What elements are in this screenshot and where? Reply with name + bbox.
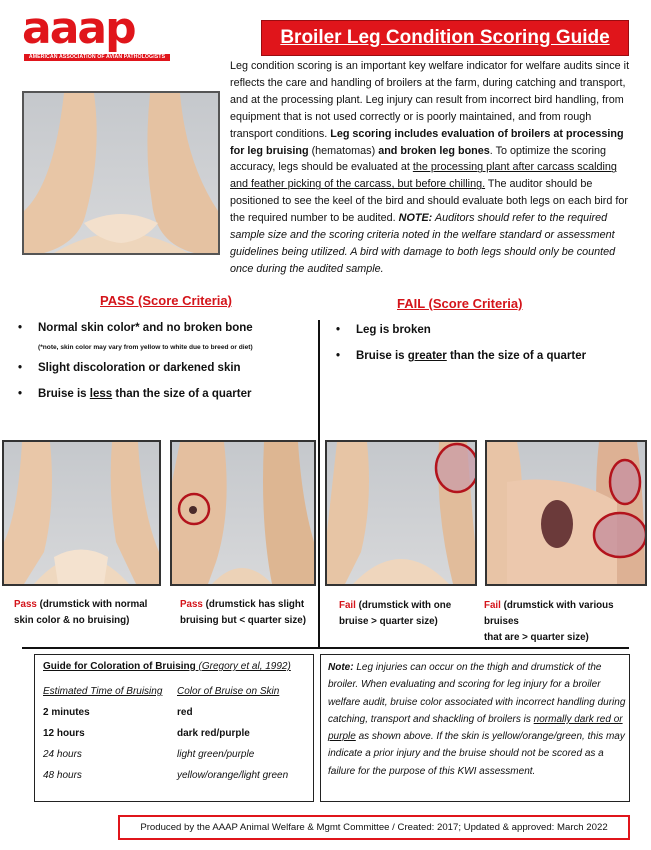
caption-pass-normal: Pass (drumstick with normal skin color & no bruising) <box>14 599 148 626</box>
footer-credit: Produced by the AAAP Animal Welfare & Mgmt Committee / Created: 2017; Updated & approved: March 2022 <box>118 815 630 840</box>
pass-criteria-list <box>18 322 308 412</box>
guide-column-header-color: Color of Bruise on Skin <box>177 686 280 697</box>
table-cell-color: light green/purple <box>177 749 255 760</box>
caption-fail-one: Fail (drumstick with one bruise > quarter size) <box>339 600 452 627</box>
chicken-legs-image <box>4 442 159 584</box>
pass-criterion-text: Slight discoloration or darkened skin <box>38 362 241 374</box>
fail-criterion-text: Leg is broken <box>356 324 431 336</box>
intro-text: (hematomas) <box>308 144 379 157</box>
table-cell-color: dark red/purple <box>177 728 250 739</box>
skin-color-note: (*note, skin color may vary from yellow to white due to breed or diet) <box>38 344 253 351</box>
logo-wordmark: aaap <box>22 3 135 54</box>
top-leg-photo <box>22 91 220 255</box>
aaap-logo <box>22 3 172 60</box>
intro-text: Leg condition scoring is an important key welfare indicator for welfare audits since it reflects the care and handling of broilers at the farm, during catching and transport, and at the processing plant. Leg injury can result from incorrect bird handling, from equipment that is not used correctly or is poorly maintained, and from rough transport conditions. <box>230 60 630 140</box>
intro-underlined-text: the processing plant after carcass scalding and feather picking of the carcass, but before chilling. <box>230 161 617 191</box>
fail-criterion-text: Bruise is greater than the size of a quarter <box>356 350 587 362</box>
table-cell-time: 12 hours <box>43 728 85 739</box>
intro-bold-text: Leg scoring includes evaluation of broilers at processing for leg bruising <box>230 127 624 157</box>
caption-pass-slight: Pass (drumstick has slight bruising but < quarter size) <box>180 599 307 626</box>
pass-criterion-text: Normal skin color* and no broken bone <box>38 322 253 334</box>
fail-criteria-list <box>336 324 636 374</box>
intro-paragraph <box>230 58 635 278</box>
intro-bold-text: and broken leg bones <box>378 144 490 157</box>
bullet-icon: • <box>18 322 23 334</box>
bullet-icon: • <box>18 388 23 400</box>
intro-note-text: Auditors should refer to the required sample size and the scoring criteria noted in the welfare standard or assessment guidelines being utilized. A bird with damage to both legs should only be counted once during the audited sample. <box>230 212 616 275</box>
note-text: Note: Leg injuries can occur on the thigh and drumstick of the broiler. When evaluating and scoring for leg injury for a broiler welfare audit, bruise color associated with incorrect handling during catching, transport and shackling of broilers is normally dark red or purple as shown above. If the skin is yellow/orange/green, this may indicate a prior injury and the bruise should not be scored as a failure for the purpose of this KWI assessment. <box>328 662 626 777</box>
table-cell-time: 2 minutes <box>43 707 90 718</box>
pass-criterion-text: Bruise is less than the size of a quarter <box>38 388 252 400</box>
pass-photo-slight-bruise <box>170 440 316 586</box>
leg-injury-note <box>320 654 630 802</box>
chicken-legs-image <box>327 442 475 584</box>
title-banner <box>261 20 629 56</box>
caption-fail-various: Fail (drumstick with various bruises that are > quarter size) <box>484 600 614 643</box>
fail-header: FAIL (Score Criteria) <box>397 296 523 311</box>
guide-column-header-time: Estimated Time of Bruising <box>43 686 163 697</box>
section-divider <box>22 647 629 649</box>
page-title: Broiler Leg Condition Scoring Guide <box>280 27 610 48</box>
logo-subtitle: AMERICAN ASSOCIATION OF AVIAN PATHOLOGISTS <box>24 54 170 61</box>
table-cell-color: yellow/orange/light green <box>177 770 289 781</box>
intro-text: . To optimize the scoring accuracy, legs should be evaluated at <box>230 144 607 174</box>
bruise-coloration-guide <box>34 654 314 802</box>
intro-note-label: NOTE: <box>398 212 433 225</box>
table-cell-time: 48 hours <box>43 770 82 781</box>
table-cell-time: 24 hours <box>43 749 82 760</box>
bullet-icon: • <box>336 324 341 336</box>
pass-photo-normal <box>2 440 161 586</box>
guide-title: Guide for Coloration of Bruising (Gregory et al, 1992) <box>43 661 291 672</box>
bullet-icon: • <box>18 362 23 374</box>
pass-header: PASS (Score Criteria) <box>100 293 232 308</box>
bullet-icon: • <box>336 350 341 362</box>
chicken-legs-image <box>24 93 218 253</box>
fail-photo-multiple-bruises <box>485 440 647 586</box>
intro-text: The auditor should be positioned to see the keel of the bird and should evaluate both legs on each bird for the required number to be audited. <box>230 178 628 225</box>
chicken-leg-image <box>172 442 314 584</box>
chicken-carcass-image <box>487 442 645 584</box>
table-cell-color: red <box>177 707 193 718</box>
fail-photo-one-bruise <box>325 440 477 586</box>
